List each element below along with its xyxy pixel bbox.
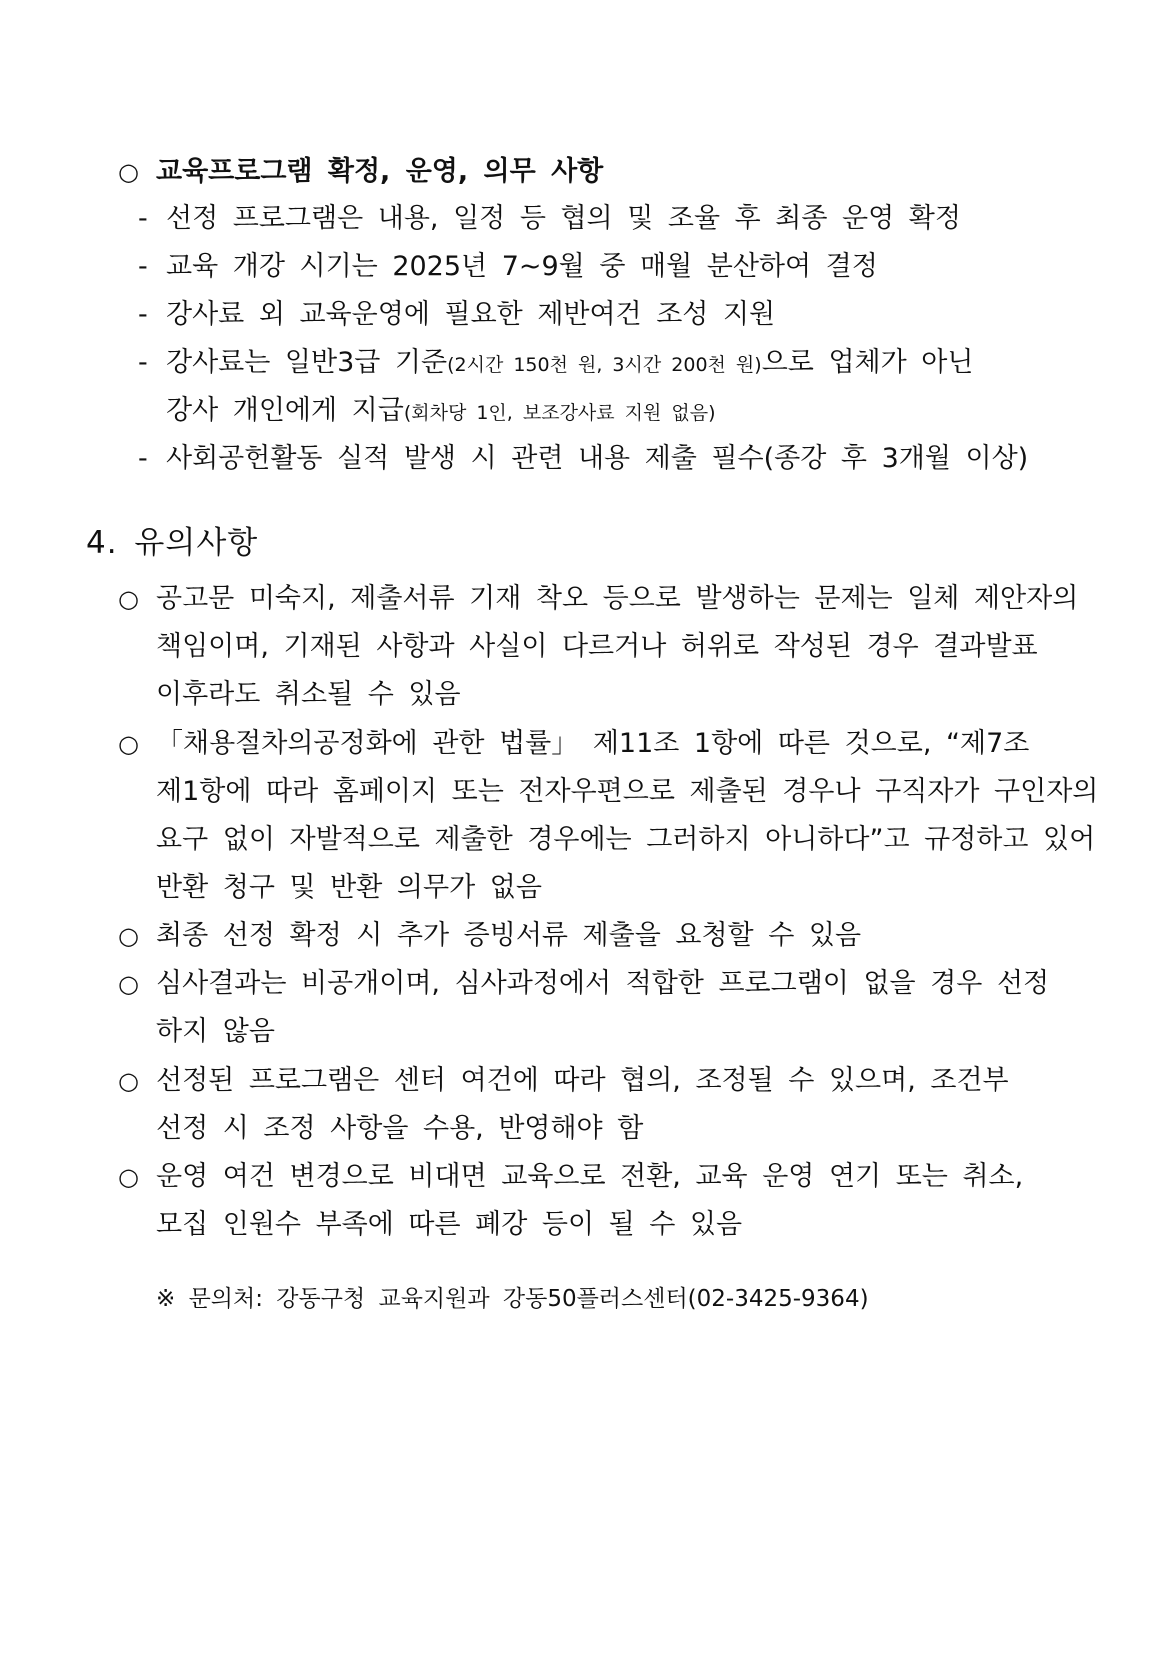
list-item-continuation: 책임이며, 기재된 사항과 사실이 다르거나 허위로 작성된 경우 결과발표: [156, 631, 1038, 662]
circle-bullet-icon: ○: [118, 1163, 139, 1191]
list-item-continuation: 하지 않음: [156, 1016, 275, 1047]
list-item: [138, 346, 973, 382]
list-item-continuation: [166, 394, 716, 430]
list-item-text: 강사료 외 교육운영에 필요한 제반여건 조성 지원: [166, 299, 776, 330]
circle-bullet-icon: ○: [118, 585, 139, 613]
list-item-text: 선정 프로그램은 내용, 일정 등 협의 및 조율 후 최종 운영 확정: [166, 203, 961, 234]
list-item-continuation: 반환 청구 및 반환 의무가 없음: [156, 872, 542, 903]
circle-bullet-icon: ○: [118, 922, 139, 950]
section-heading: 4. 유의사항: [86, 525, 259, 561]
list-item-text: 최종 선정 확정 시 추가 증빙서류 제출을 요청할 수 있음: [156, 920, 862, 951]
list-item-text: 공고문 미숙지, 제출서류 기재 착오 등으로 발생하는 문제는 일체 제안자의: [156, 583, 1079, 614]
dash-bullet: -: [138, 347, 148, 378]
list-item-text: 선정된 프로그램은 센터 여건에 따라 협의, 조정될 수 있으며, 조건부: [156, 1065, 1009, 1096]
list-item-text: 심사결과는 비공개이며, 심사과정에서 적합한 프로그램이 없을 경우 선정: [156, 968, 1050, 999]
list-item-continuation: 이후라도 취소될 수 있음: [156, 679, 461, 710]
list-item: [118, 727, 1029, 761]
list-item-continuation: 모집 인원수 부족에 따른 폐강 등이 될 수 있음: [156, 1209, 743, 1240]
list-item-note: (회차당 1인, 보조강사료 지원 없음): [403, 402, 716, 424]
list-item: [118, 1064, 1009, 1098]
list-item-continuation: 선정 시 조정 사항을 수용, 반영해야 함: [156, 1113, 644, 1144]
list-item-note: (2시간 150천 원, 3시간 200천 원): [447, 354, 762, 376]
list-item: [118, 582, 1078, 616]
list-item-text: 운영 여건 변경으로 비대면 교육으로 전환, 교육 운영 연기 또는 취소,: [156, 1161, 1024, 1192]
list-item: [138, 442, 1028, 476]
list-item-text: 교육 개강 시기는 2025년 7~9월 중 매월 분산하여 결정: [166, 251, 878, 282]
circle-bullet-icon: ○: [118, 970, 139, 998]
list-item: [118, 919, 861, 953]
list-item: [138, 202, 961, 236]
list-item-text: 「채용절차의공정화에 관한 법률」 제11조 1항에 따른 것으로, “제7조: [156, 728, 1030, 759]
list-item-text: 으로 업체가 아닌: [761, 347, 974, 378]
dash-bullet: -: [138, 443, 148, 474]
list-item-continuation: 요구 없이 자발적으로 제출한 경우에는 그러하지 아니하다”고 규정하고 있어: [156, 824, 1096, 855]
subsection-title: [118, 155, 603, 189]
list-item-continuation: 제1항에 따라 홈페이지 또는 전자우편으로 제출된 경우나 구직자가 구인자의: [156, 776, 1099, 807]
list-item-text: 사회공헌활동 실적 발생 시 관련 내용 제출 필수(종강 후 3개월 이상): [166, 443, 1029, 474]
list-item-text: 강사료는 일반3급 기준: [166, 347, 448, 378]
list-item: [138, 298, 775, 332]
list-item: [118, 1160, 1023, 1194]
list-item: [118, 967, 1049, 1001]
list-item-text: 강사 개인에게 지급: [166, 395, 404, 426]
circle-bullet-icon: ○: [118, 730, 139, 758]
dash-bullet: -: [138, 203, 148, 234]
subsection-title-text: 교육프로그램 확정, 운영, 의무 사항: [156, 156, 604, 187]
dash-bullet: -: [138, 251, 148, 282]
circle-bullet-icon: ○: [118, 158, 139, 186]
dash-bullet: -: [138, 299, 148, 330]
list-item: [138, 250, 878, 284]
circle-bullet-icon: ○: [118, 1067, 139, 1095]
contact-info: ※ 문의처: 강동구청 교육지원과 강동50플러스센터(02-3425-9364): [156, 1286, 869, 1312]
